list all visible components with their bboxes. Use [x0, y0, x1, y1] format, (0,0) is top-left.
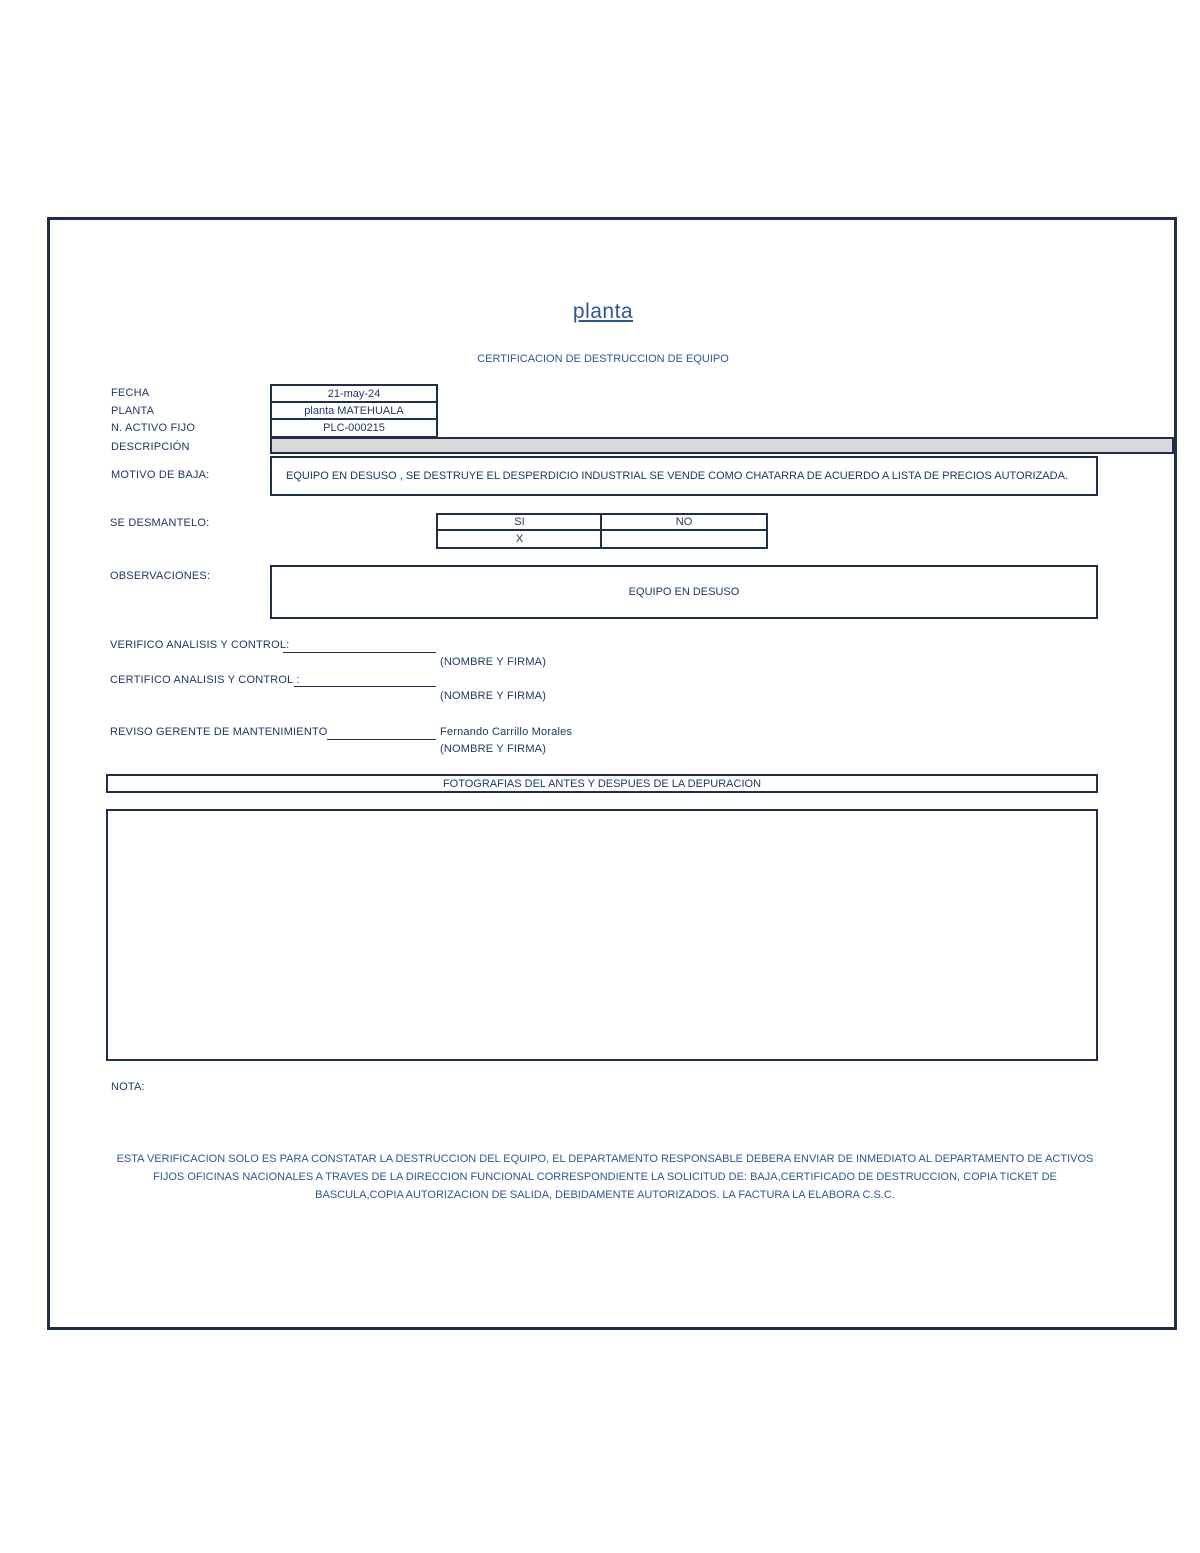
fecha-label: FECHA: [111, 387, 150, 399]
verifico-caption: (NOMBRE Y FIRMA): [440, 656, 547, 668]
certifico-signature-line: [294, 686, 436, 687]
planta-value: planta MATEHUALA: [270, 401, 438, 420]
verifico-signature-line: [283, 652, 436, 653]
reviso-caption: (NOMBRE Y FIRMA): [440, 743, 547, 755]
desmantelo-si-value: X: [436, 529, 603, 549]
reviso-name: Fernando Carrillo Morales: [440, 726, 573, 738]
descripcion-label: DESCRIPCIÓN: [111, 441, 190, 453]
document-title: planta: [572, 300, 634, 323]
desmantelo-label: SE DESMANTELO:: [110, 517, 210, 529]
desmantelo-no-value: [600, 529, 768, 549]
nota-label: NOTA:: [111, 1081, 145, 1093]
desmantelo-si-header: SI: [436, 513, 603, 531]
fotografias-area: [106, 809, 1098, 1061]
fotografias-header: FOTOGRAFIAS DEL ANTES Y DESPUES DE LA DEPURACION: [106, 774, 1098, 793]
descripcion-value: [270, 437, 1174, 454]
document-subtitle: CERTIFICACION DE DESTRUCCION DE EQUIPO: [477, 353, 729, 365]
observaciones-value: EQUIPO EN DESUSO: [270, 565, 1098, 619]
reviso-signature-line: [327, 739, 436, 740]
activo-value: PLC-000215: [270, 418, 438, 438]
desmantelo-no-header: NO: [600, 513, 768, 531]
observaciones-label: OBSERVACIONES:: [110, 570, 211, 582]
certifico-label: CERTIFICO ANALISIS Y CONTROL :: [110, 674, 300, 686]
motivo-label: MOTIVO DE BAJA:: [111, 469, 210, 481]
activo-label: N. ACTIVO FIJO: [111, 422, 196, 434]
verifico-label: VERIFICO ANALISIS Y CONTROL:: [110, 639, 290, 651]
certifico-caption: (NOMBRE Y FIRMA): [440, 690, 547, 702]
reviso-label: REVISO GERENTE DE MANTENIMIENTO: [110, 726, 328, 738]
planta-label: PLANTA: [111, 405, 155, 417]
nota-text: ESTA VERIFICACION SOLO ES PARA CONSTATAR LA DESTRUCCION DEL EQUIPO, EL DEPARTAMENTO RESPONSABLE DEBERA ENVIAR DE INMEDIATO AL DEPARTAMENTO DE ACTIVOS FIJOS OFICINAS NACIONALES A TRAVES DE LA DIRECCION FUNCIONAL CORRESPONDIENTE LA SOLICITUD DE: BAJA,CERTIFICADO DE DESTRUCCION, COPIA TICKET DE BASCULA,COPIA AUTORIZACION DE SALIDA, DEBIDAMENTE AUTORIZADOS. LA FACTURA LA ELABORA C.S.C.: [116, 1153, 1094, 1201]
motivo-value: EQUIPO EN DESUSO , SE DESTRUYE EL DESPERDICIO INDUSTRIAL SE VENDE COMO CHATARRA DE ACUERDO A LISTA DE PRECIOS AUTORIZADA.: [270, 456, 1098, 496]
fecha-value: 21-may-24: [270, 384, 438, 403]
